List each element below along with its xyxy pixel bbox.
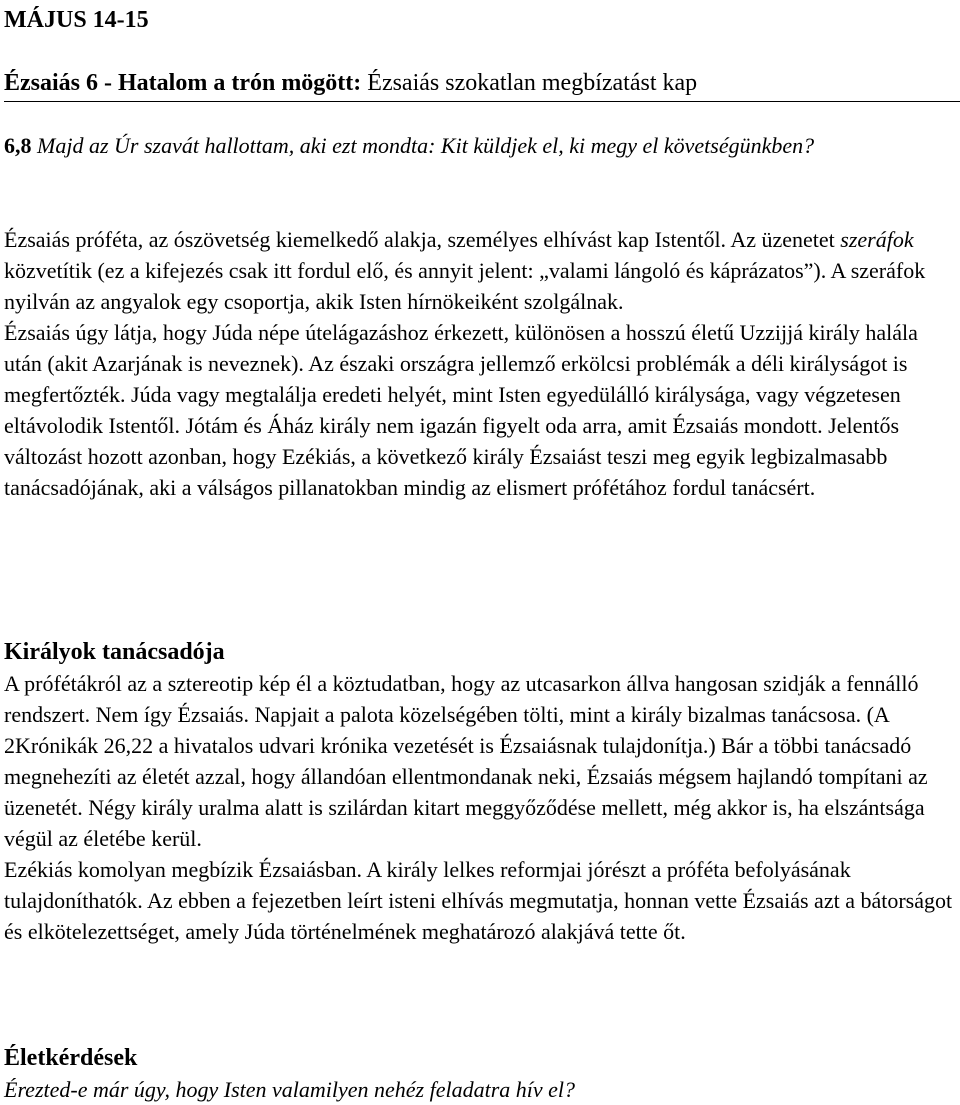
lesson-title-rest: Ézsaiás szokatlan megbízatást kap (367, 70, 698, 96)
kings-advisor-paragraph-1: A prófétákról az a sztereotip kép él a köztudatban, hogy az utcasarkon állva hangosan szidják a fennálló rendszert. Nem így Ézsaiás. Napjait a palota közelségében tölti, mint a király bizalmas tanácsosa. (A 2Krónikák 26,22 a hivatalos udvari krónika vezetését is Ézsaiásnak tulajdonítja.) Bár a többi tanácsadó megnehezíti az életét azzal, hogy állandóan ellentmondanak neki, Ézsaiás mégsem hajlandó tompítani az üzenetét. Négy király uralma alatt is szilárdan kitart meggyőződése mellett, még akkor is, ha elszántsága végül az életébe kerül. (4, 671, 928, 851)
date-heading: MÁJUS 14-15 (4, 7, 149, 33)
verse-reference: 6,8 (4, 133, 32, 158)
lesson-title-bold: Ézsaiás 6 - Hatalom a trón mögött: (4, 70, 362, 96)
intro-p1-emphasis: szeráfok (840, 227, 914, 252)
key-verse (4, 130, 944, 161)
kings-advisor-section (4, 636, 954, 947)
kings-advisor-paragraph-2: Ezékiás komolyan megbízik Ézsaiásban. A király lelkes reformjai jórészt a próféta befolyásának tulajdoníthatók. Az ebben a fejezetben leírt isteni elhívás megmutatja, honnan vette Ézsaiás azt a bátorságot és elkötelezettséget, amely Júda történelmének meghatározó alakjává tette őt. (4, 857, 953, 944)
intro-p1-end: közvetítik (ez a kifejezés csak itt fordul elő, és annyit jelent: „valami lángoló és káprázatos”). A szeráfok nyilván az angyalok egy csoportja, akik Isten hírnökeiként szolgálnak. (4, 258, 926, 314)
life-questions-heading: Életkérdések (4, 1045, 138, 1071)
lesson-title (4, 66, 960, 102)
kings-advisor-heading: Királyok tanácsadója (4, 639, 225, 665)
intro-paragraph-2: Ézsaiás úgy látja, hogy Júda népe útelágazáshoz érkezett, különösen a hosszú életű Uzzijjá király halála után (akit Azarjának is neveznek). Az északi országra jellemző erkölcsi problémák a déli királyságot is megfertőzték. Júda vagy megtalálja eredeti helyét, mint Isten egyedülálló királysága, vagy végzetesen eltávolodik Istentől. Jótám és Áház király nem igazán figyelt oda arra, amit Ézsaiás mondott. Jelentős változást hozott azonban, hogy Ezékiás, a következő király Ézsaiást teszi meg egyik legbizalmasabb tanácsadójának, aki a válságos pillanatokban mindig az elismert prófétához fordul tanácsért. (4, 320, 918, 500)
intro-paragraph-1 (4, 224, 954, 317)
intro-section (4, 224, 954, 503)
verse-text: Majd az Úr szavát hallottam, aki ezt mondta: Kit küldjek el, ki megy el követségünkben? (37, 133, 815, 158)
life-question: Érezted-e már úgy, hogy Isten valamilyen nehéz feladatra hív el? (4, 1077, 576, 1102)
intro-p1-start: Ézsaiás próféta, az ószövetség kiemelkedő alakja, személyes elhívást kap Istentől. Az üzenetet (4, 227, 841, 252)
life-questions-section (4, 1042, 954, 1105)
